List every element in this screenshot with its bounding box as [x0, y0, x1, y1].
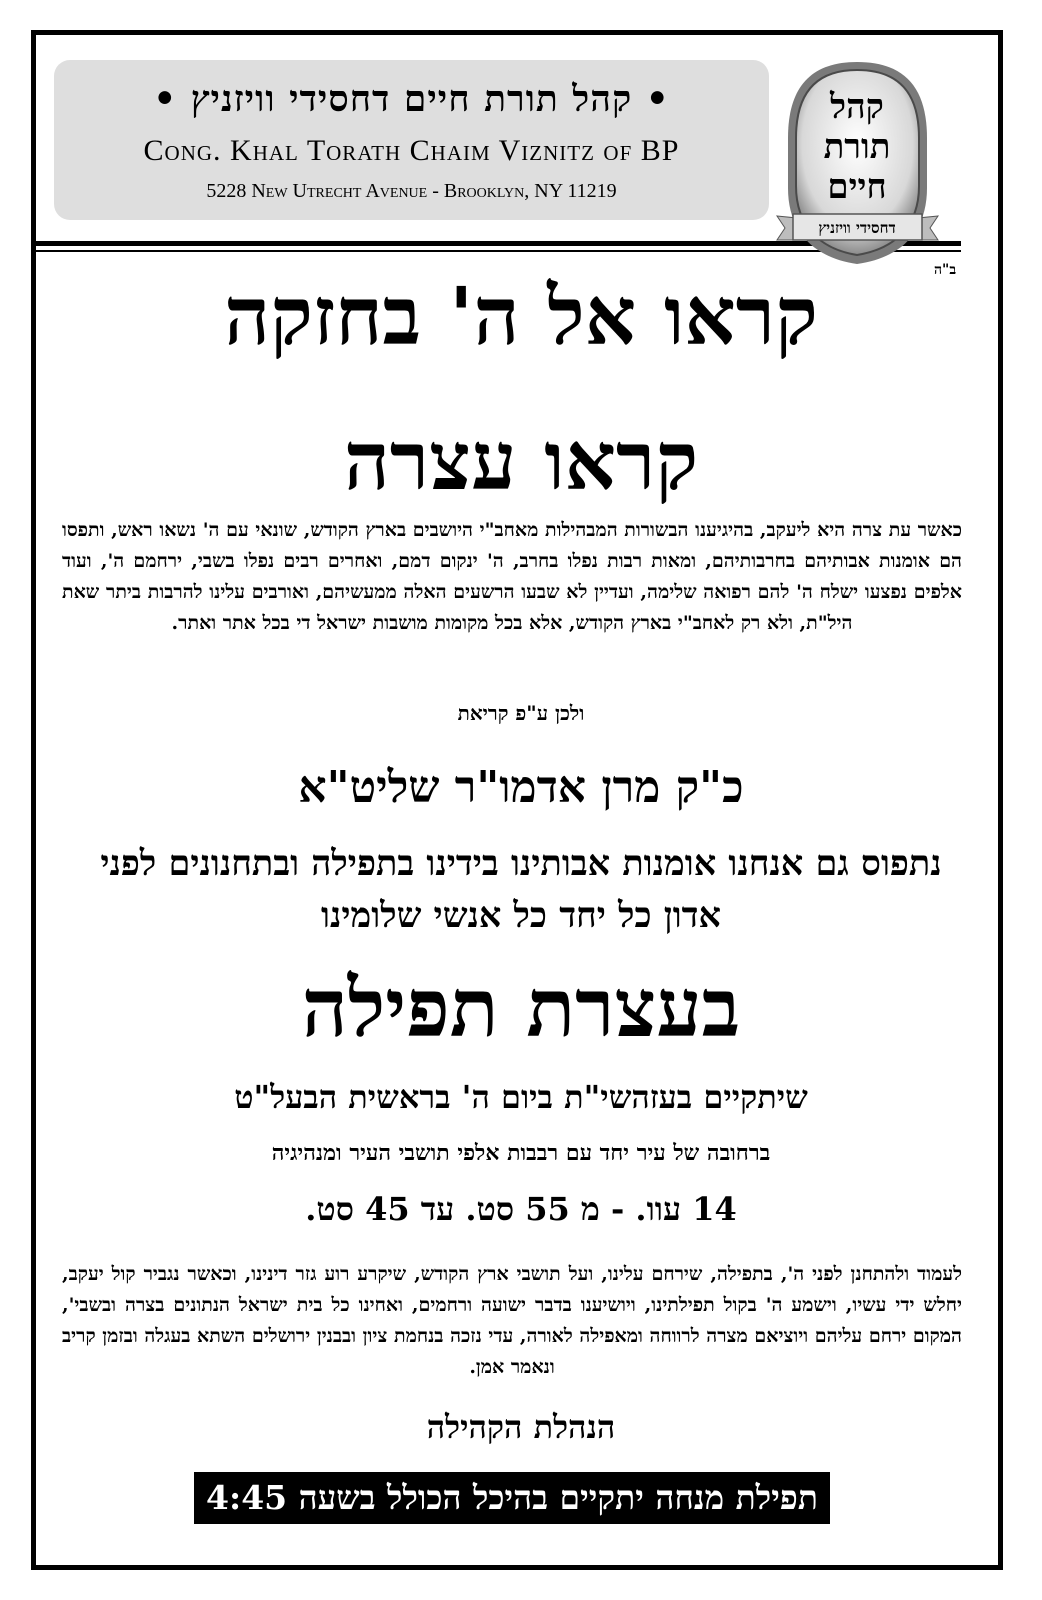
call-line-2: אדון כל יחד כל אנשי שלומינו: [321, 895, 721, 936]
secondary-headline: קראו עצרה: [343, 414, 699, 508]
logo-line-3: חיים: [827, 167, 887, 207]
closing-paragraph: לעמוד ולהתחנן לפני ה', בתפילה, שירחם עלינו, ועל תושבי ארץ הקודש, שיקרע רוע גזר דינינו, וכאשר נגביר קול יעקב, יחלש ידי עשיו, וישמע ה' בקול תפילתינו, ויושיענו בדבר ישועה ורחמים, ואחינו כל בית ישראל הנתונים בצרה ובשבי', המקום ירחם עליהם ויוציאם מצרה לרווחה ומאפילה לאורה, עדי נזכה בנחמת ציון ובבנין ירושלים השתא בעגלה ובזמן קריב ונאמר אמן.: [62, 1263, 962, 1378]
footer-banner: תפילת מנחה יתקיים בהיכל הכולל בשעה 4:45: [194, 1472, 830, 1524]
header-banner: [54, 60, 769, 220]
call-to-prayer: [60, 838, 982, 942]
logo-line-2: תורת: [823, 127, 891, 167]
event-location: ברחובה של עיר יחד עם רבבות אלפי תושבי העיר ומנהיגיה: [271, 1140, 771, 1166]
event-headline: בעצרת תפילה: [301, 961, 741, 1055]
congregation-address: 5228 New Utrecht Avenue - Brooklyn, NY 11219: [206, 180, 617, 202]
logo-line-1: קהל: [830, 87, 884, 127]
opening-paragraph: כאשר עת צרה היא ליעקב, בהיגיענו הבשורות המבהילות מאחב"י היושבים בארץ הקודש, שונאי עם ה' נשאו ראש, ותפסו הם אומנות אבותיהם בחרבותיהם, ומאות רבות נפלו בחרב, ה' ינקום דמם, ואחרים רבים נפלו בשבי, ירחמם ה', ועוד אלפים נפצעו ישלח ה' להם רפואה שלימה, ועדיין לא שבעו הרשעים האלה ממעשיהם, ואורבים עלינו להרבות ביתר שאת היל"ת, ולא רק לאחב"י בארץ הקודש, אלא בכל מקומות מושבות ישראל די בכל אתר ואתר.: [62, 519, 962, 634]
event-time: 14 עוו. - מ 55 סט. עד 45 סט.: [305, 1190, 737, 1228]
congregation-seal-logo: [775, 58, 940, 270]
logo-ribbon-text: דחסידי וויזניץ: [818, 219, 896, 237]
main-headline: קראו אל ה' בחזקה: [224, 269, 818, 363]
intro-line: ולכן ע"פ קריאת: [457, 701, 585, 725]
congregation-english-name: Cong. Khal Torath Chaim Viznitz of BP: [143, 134, 680, 167]
congregation-hebrew-name: • קהל תורת חיים דחסידי וויזניץ •: [153, 78, 670, 120]
signature: הנהלת הקהילה: [426, 1408, 616, 1446]
bh-mark: ב"ה: [934, 262, 957, 278]
call-line-1: נתפוס גם אנחנו אומנות אבותינו בידינו בתפילה ובתחנונים לפני: [100, 843, 942, 884]
event-date: שיתקיים בעזהשי"ת ביום ה' בראשית הבעל"ט: [234, 1078, 808, 1116]
rebbe-title: כ"ק מרן אדמו"ר שליט"א: [298, 762, 744, 813]
